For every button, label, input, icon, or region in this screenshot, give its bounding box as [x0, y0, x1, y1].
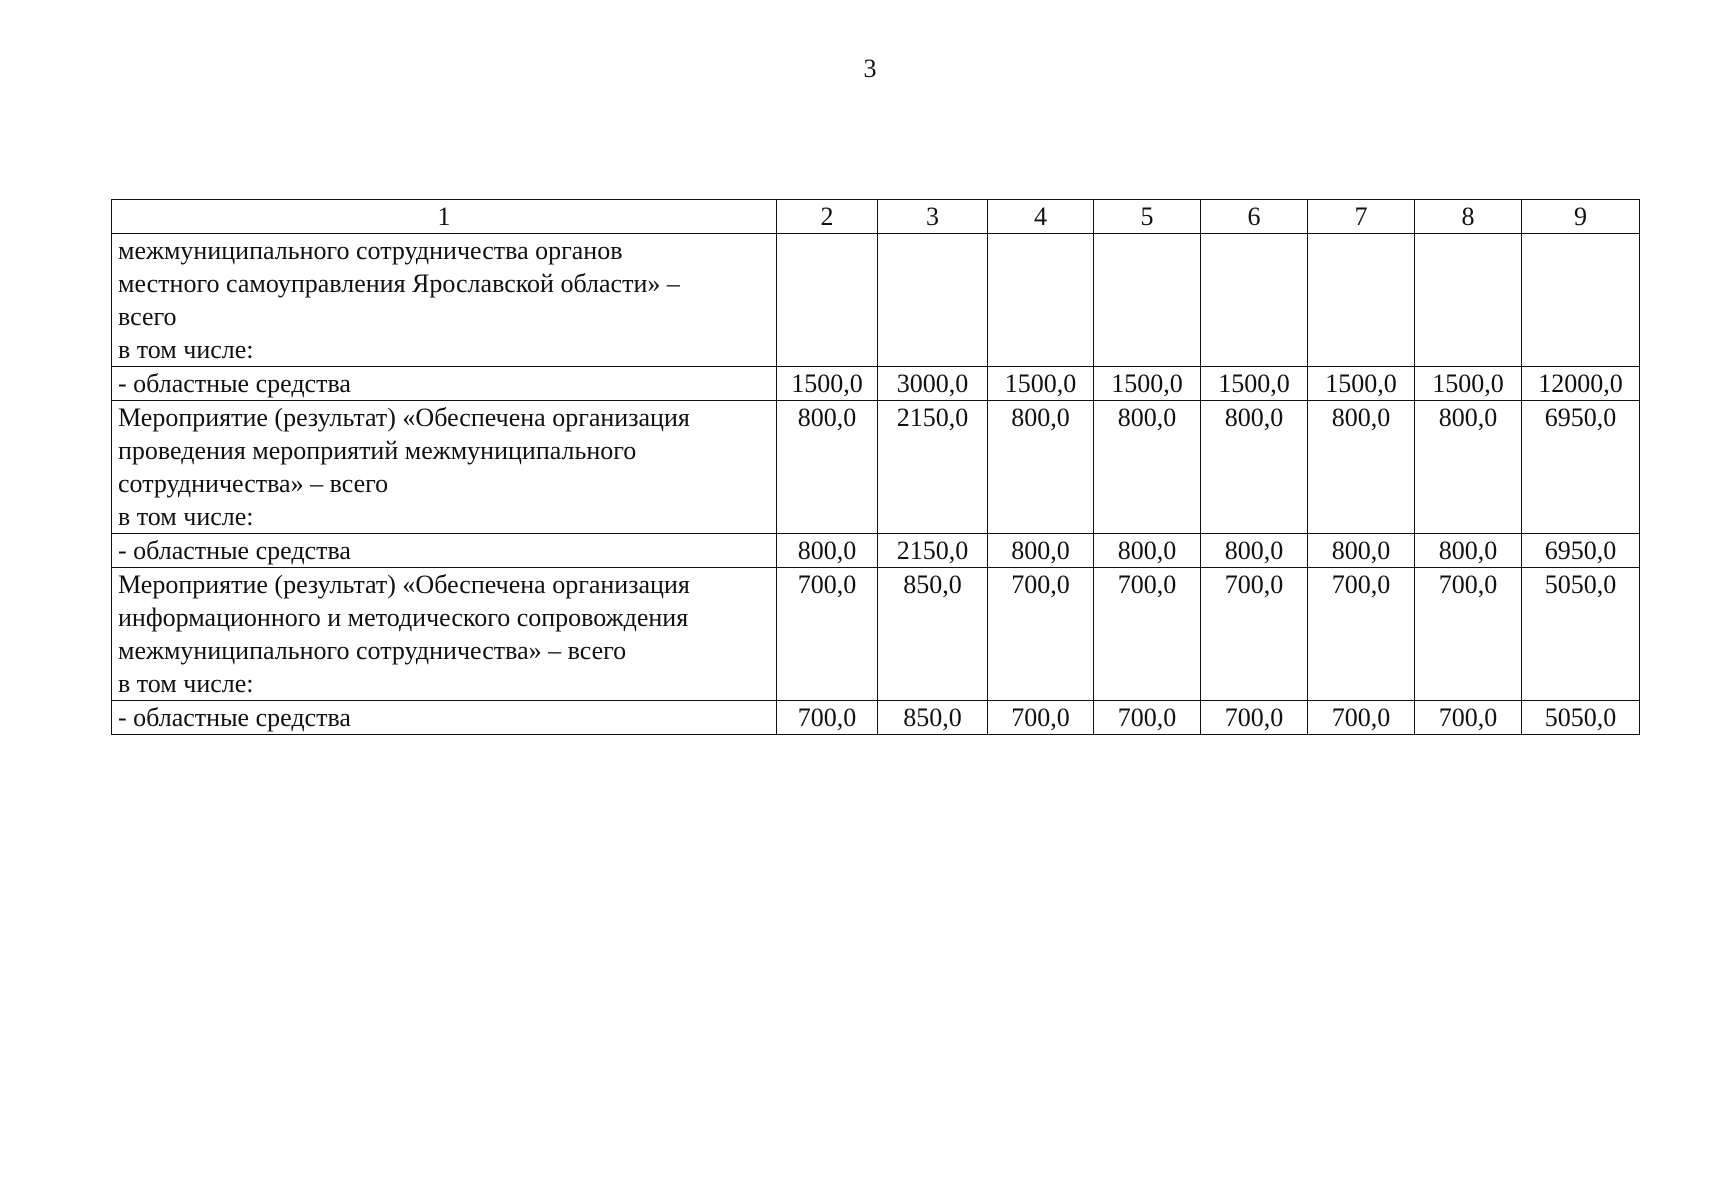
table-cell: 700,0 — [988, 701, 1094, 735]
table-row — [112, 367, 1640, 401]
table-cell: 12000,0 — [1522, 367, 1640, 401]
table-cell: 850,0 — [878, 568, 988, 701]
table-cell: 700,0 — [1415, 568, 1522, 701]
table-cell: 5050,0 — [1522, 568, 1640, 701]
table-row — [112, 701, 1640, 735]
column-header-1: 1 — [112, 200, 777, 234]
table-cell: 2150,0 — [878, 401, 988, 534]
column-header-2: 2 — [777, 200, 878, 234]
column-header-8: 8 — [1415, 200, 1522, 234]
table-cell: 700,0 — [1094, 568, 1201, 701]
row-label: - областные средства — [112, 534, 777, 568]
budget-table — [111, 199, 1640, 735]
table-header-row — [112, 200, 1640, 234]
table-cell: 800,0 — [988, 534, 1094, 568]
table-cell: 800,0 — [1415, 401, 1522, 534]
row-label: Мероприятие (результат) «Обеспечена организация информационного и методического сопровождения межмуниципального сотрудничества» – всего в том числе: — [112, 568, 777, 701]
table-cell: 800,0 — [777, 534, 878, 568]
table-cell: 700,0 — [988, 568, 1094, 701]
row-label: межмуниципального сотрудничества органов местного самоуправления Ярославской области» – всего в том числе: — [112, 234, 777, 367]
table-cell — [1415, 234, 1522, 367]
table-cell: 5050,0 — [1522, 701, 1640, 735]
table-row — [112, 568, 1640, 701]
table-cell: 3000,0 — [878, 367, 988, 401]
table-cell: 800,0 — [1094, 534, 1201, 568]
column-header-4: 4 — [988, 200, 1094, 234]
table-cell: 800,0 — [1415, 534, 1522, 568]
column-header-6: 6 — [1201, 200, 1308, 234]
table-cell — [1094, 234, 1201, 367]
table-cell: 850,0 — [878, 701, 988, 735]
row-label: - областные средства — [112, 701, 777, 735]
table-cell: 700,0 — [1201, 701, 1308, 735]
table-cell: 6950,0 — [1522, 534, 1640, 568]
column-header-9: 9 — [1522, 200, 1640, 234]
table-cell: 800,0 — [1201, 534, 1308, 568]
table-cell: 800,0 — [988, 401, 1094, 534]
table-cell: 700,0 — [1308, 568, 1415, 701]
table-cell: 800,0 — [1094, 401, 1201, 534]
table-row — [112, 534, 1640, 568]
table-cell — [1201, 234, 1308, 367]
table-row — [112, 401, 1640, 534]
table-cell: 1500,0 — [1201, 367, 1308, 401]
table-cell: 1500,0 — [1415, 367, 1522, 401]
table-cell: 700,0 — [777, 701, 878, 735]
table-cell: 800,0 — [1201, 401, 1308, 534]
table-cell — [878, 234, 988, 367]
table-cell: 700,0 — [1201, 568, 1308, 701]
column-header-3: 3 — [878, 200, 988, 234]
table-cell: 700,0 — [1308, 701, 1415, 735]
table-cell: 700,0 — [1415, 701, 1522, 735]
table-cell: 1500,0 — [1094, 367, 1201, 401]
table-cell — [777, 234, 878, 367]
column-header-5: 5 — [1094, 200, 1201, 234]
row-label: - областные средства — [112, 367, 777, 401]
row-label: Мероприятие (результат) «Обеспечена организация проведения мероприятий межмуниципального сотрудничества» – всего в том числе: — [112, 401, 777, 534]
table-cell: 1500,0 — [988, 367, 1094, 401]
table-cell: 700,0 — [777, 568, 878, 701]
table-cell — [1522, 234, 1640, 367]
table-cell: 800,0 — [777, 401, 878, 534]
table-cell: 800,0 — [1308, 534, 1415, 568]
table-cell: 2150,0 — [878, 534, 988, 568]
table-cell — [988, 234, 1094, 367]
table-cell: 700,0 — [1094, 701, 1201, 735]
table-cell — [1308, 234, 1415, 367]
page-number: 3 — [863, 54, 877, 83]
table-cell: 1500,0 — [777, 367, 878, 401]
table-row — [112, 234, 1640, 367]
table-cell: 1500,0 — [1308, 367, 1415, 401]
column-header-7: 7 — [1308, 200, 1415, 234]
table-cell: 6950,0 — [1522, 401, 1640, 534]
table-cell: 800,0 — [1308, 401, 1415, 534]
